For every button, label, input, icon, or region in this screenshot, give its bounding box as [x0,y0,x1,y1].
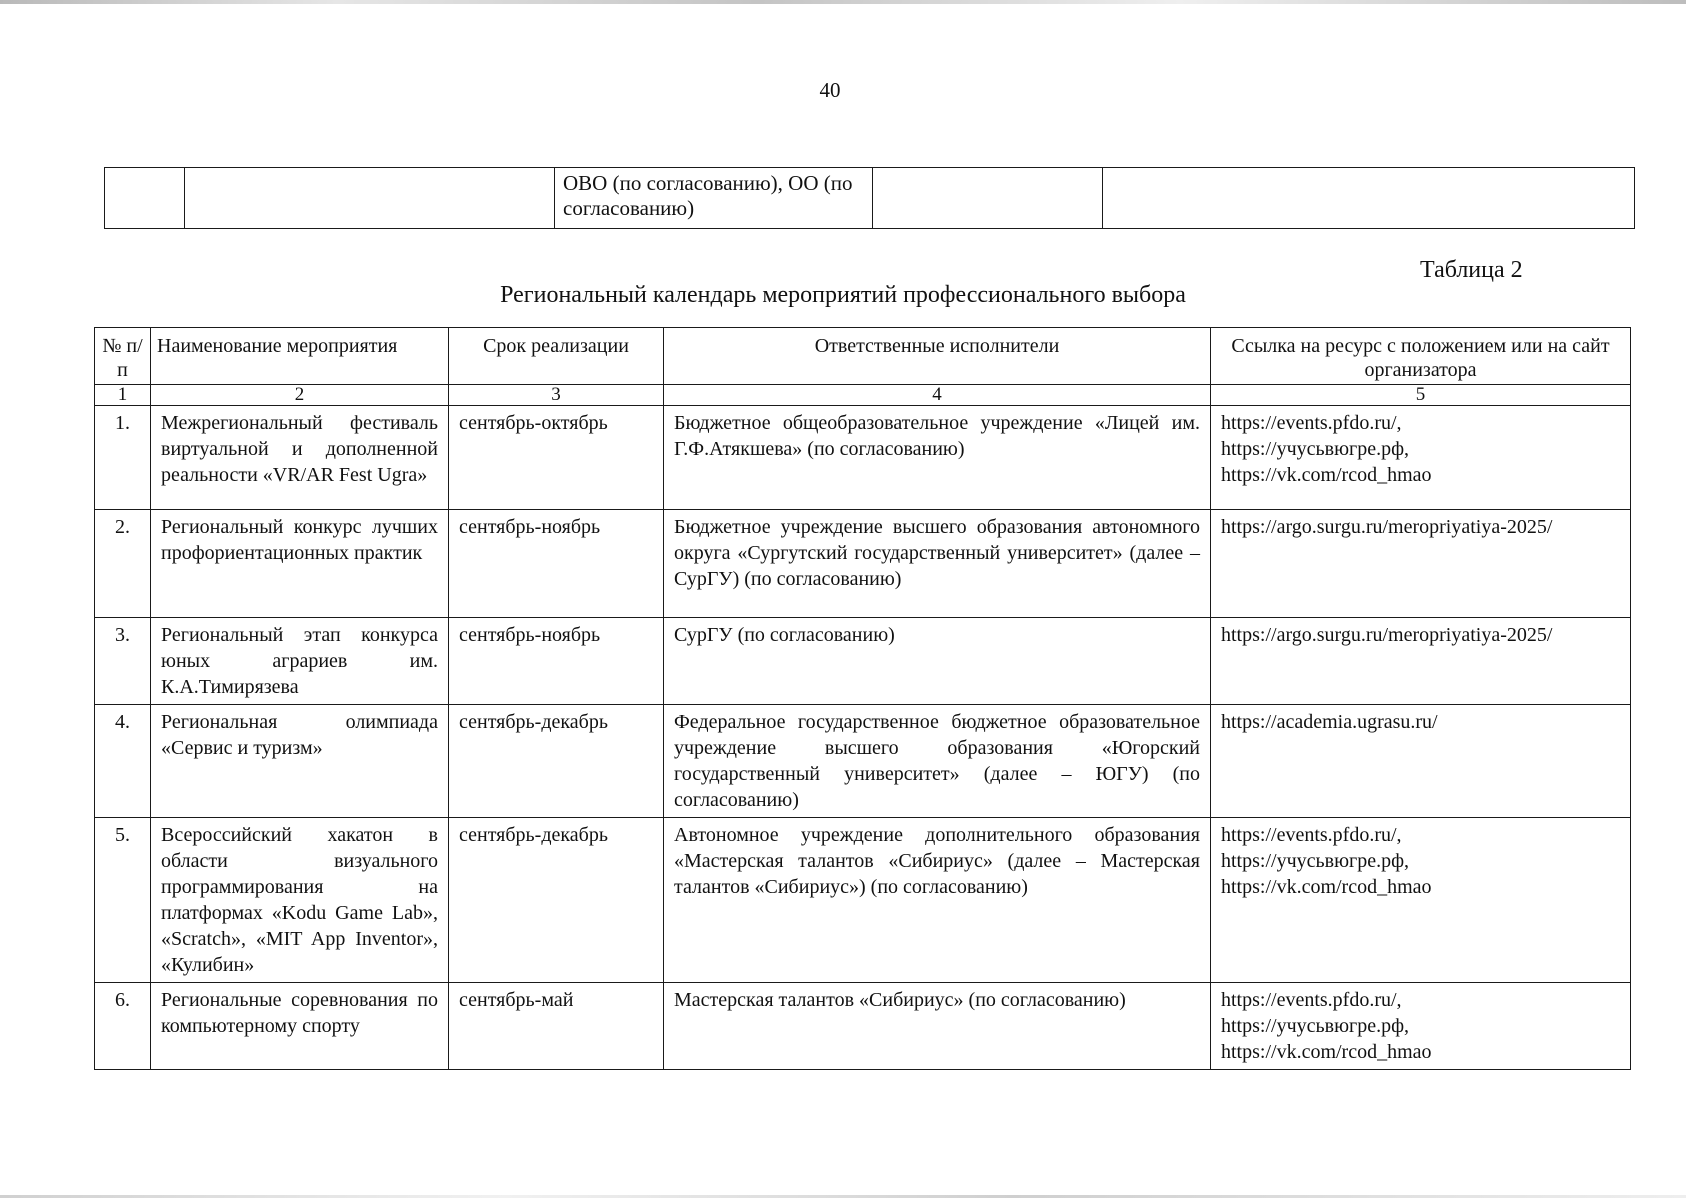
row-number: 4. [95,705,151,818]
event-links [1211,406,1631,510]
event-name: Всероссийский хакатон в области визуального программирования на платформах «Kodu Game Lab», «Scratch», «MIT App Inventor», «Кулибин» [151,818,449,983]
resource-link[interactable]: https://vk.com/rcod_hmao [1221,1041,1432,1063]
row-number: 6. [95,983,151,1070]
event-links [1211,510,1631,618]
continuation-table [104,167,1635,229]
event-name: Региональный этап конкурса юных аграриев им. К.А.Тимирязева [151,618,449,705]
table-row [95,406,1631,510]
header-row [95,328,1631,385]
event-name: Региональные соревнования по компьютерному спорту [151,983,449,1070]
row-number: 2. [95,510,151,618]
scan-edge-bottom [0,1195,1686,1198]
continuation-cell-num [105,168,185,229]
resource-link[interactable]: https://учусьвюгре.рф, [1221,850,1410,872]
column-number: 4 [664,385,1211,406]
resource-link[interactable]: https://events.pfdo.ru/, [1221,412,1402,434]
header-link: Ссылка на ресурс с положением или на сайт организатора [1211,328,1631,385]
event-executors: Автономное учреждение дополнительного образования «Мастерская талантов «Сибириус» (далее – Мастерская талантов «Сибириус») (по согласованию) [664,818,1211,983]
table-row [95,818,1631,983]
table-title: Региональный календарь мероприятий профессионального выбора [500,282,1186,308]
header-name: Наименование мероприятия [151,328,449,385]
column-number: 5 [1211,385,1631,406]
event-links [1211,618,1631,705]
resource-link[interactable]: https://vk.com/rcod_hmao [1221,876,1432,898]
event-executors: Федеральное государственное бюджетное образовательное учреждение высшего образования «Югорский государственный университет» (далее – ЮГУ) (по согласованию) [664,705,1211,818]
row-number: 1. [95,406,151,510]
resource-link[interactable]: https://argo.surgu.ru/meropriyatiya-2025/ [1221,624,1553,646]
events-table [94,327,1631,1070]
continuation-row [105,168,1635,229]
event-executors: Бюджетное учреждение высшего образования автономного округа «Сургутский государственный университет» (далее – СурГУ) (по согласованию) [664,510,1211,618]
column-number: 1 [95,385,151,406]
table-row [95,510,1631,618]
event-period: сентябрь-октябрь [449,406,664,510]
table-row [95,618,1631,705]
continuation-cell-executors: ОВО (по согласованию), ОО (по согласованию) [555,168,873,229]
column-number: 3 [449,385,664,406]
event-name: Региональная олимпиада «Сервис и туризм» [151,705,449,818]
event-name: Региональный конкурс лучших профориентационных практик [151,510,449,618]
table-row [95,705,1631,818]
event-period: сентябрь-ноябрь [449,510,664,618]
event-executors: Бюджетное общеобразовательное учреждение «Лицей им. Г.Ф.Атякшева» (по согласованию) [664,406,1211,510]
event-name: Межрегиональный фестиваль виртуальной и дополненной реальности «VR/AR Fest Ugra» [151,406,449,510]
event-executors: СурГУ (по согласованию) [664,618,1211,705]
row-number: 5. [95,818,151,983]
table-label: Таблица 2 [1420,257,1523,283]
resource-link[interactable]: https://vk.com/rcod_hmao [1221,464,1432,486]
event-links [1211,983,1631,1070]
resource-link[interactable]: https://учусьвюгре.рф, [1221,438,1410,460]
column-number: 2 [151,385,449,406]
column-number-row [95,385,1631,406]
row-number: 3. [95,618,151,705]
event-links [1211,818,1631,983]
resource-link[interactable]: https://events.pfdo.ru/, [1221,989,1402,1011]
event-period: сентябрь-декабрь [449,818,664,983]
event-executors: Мастерская талантов «Сибириус» (по согласованию) [664,983,1211,1070]
scan-edge-top [0,0,1686,4]
page-number: 40 [819,78,841,102]
resource-link[interactable]: https://academia.ugrasu.ru/ [1221,711,1438,733]
continuation-cell-name [185,168,555,229]
event-links [1211,705,1631,818]
header-executors: Ответственные исполнители [664,328,1211,385]
header-num: № п/п [95,328,151,385]
continuation-cell-period [873,168,1103,229]
event-period: сентябрь-май [449,983,664,1070]
resource-link[interactable]: https://events.pfdo.ru/, [1221,824,1402,846]
event-period: сентябрь-ноябрь [449,618,664,705]
resource-link[interactable]: https://учусьвюгре.рф, [1221,1015,1410,1037]
resource-link[interactable]: https://argo.surgu.ru/meropriyatiya-2025/ [1221,516,1553,538]
event-period: сентябрь-декабрь [449,705,664,818]
header-period: Срок реализации [449,328,664,385]
table-row [95,983,1631,1070]
continuation-cell-link [1103,168,1635,229]
